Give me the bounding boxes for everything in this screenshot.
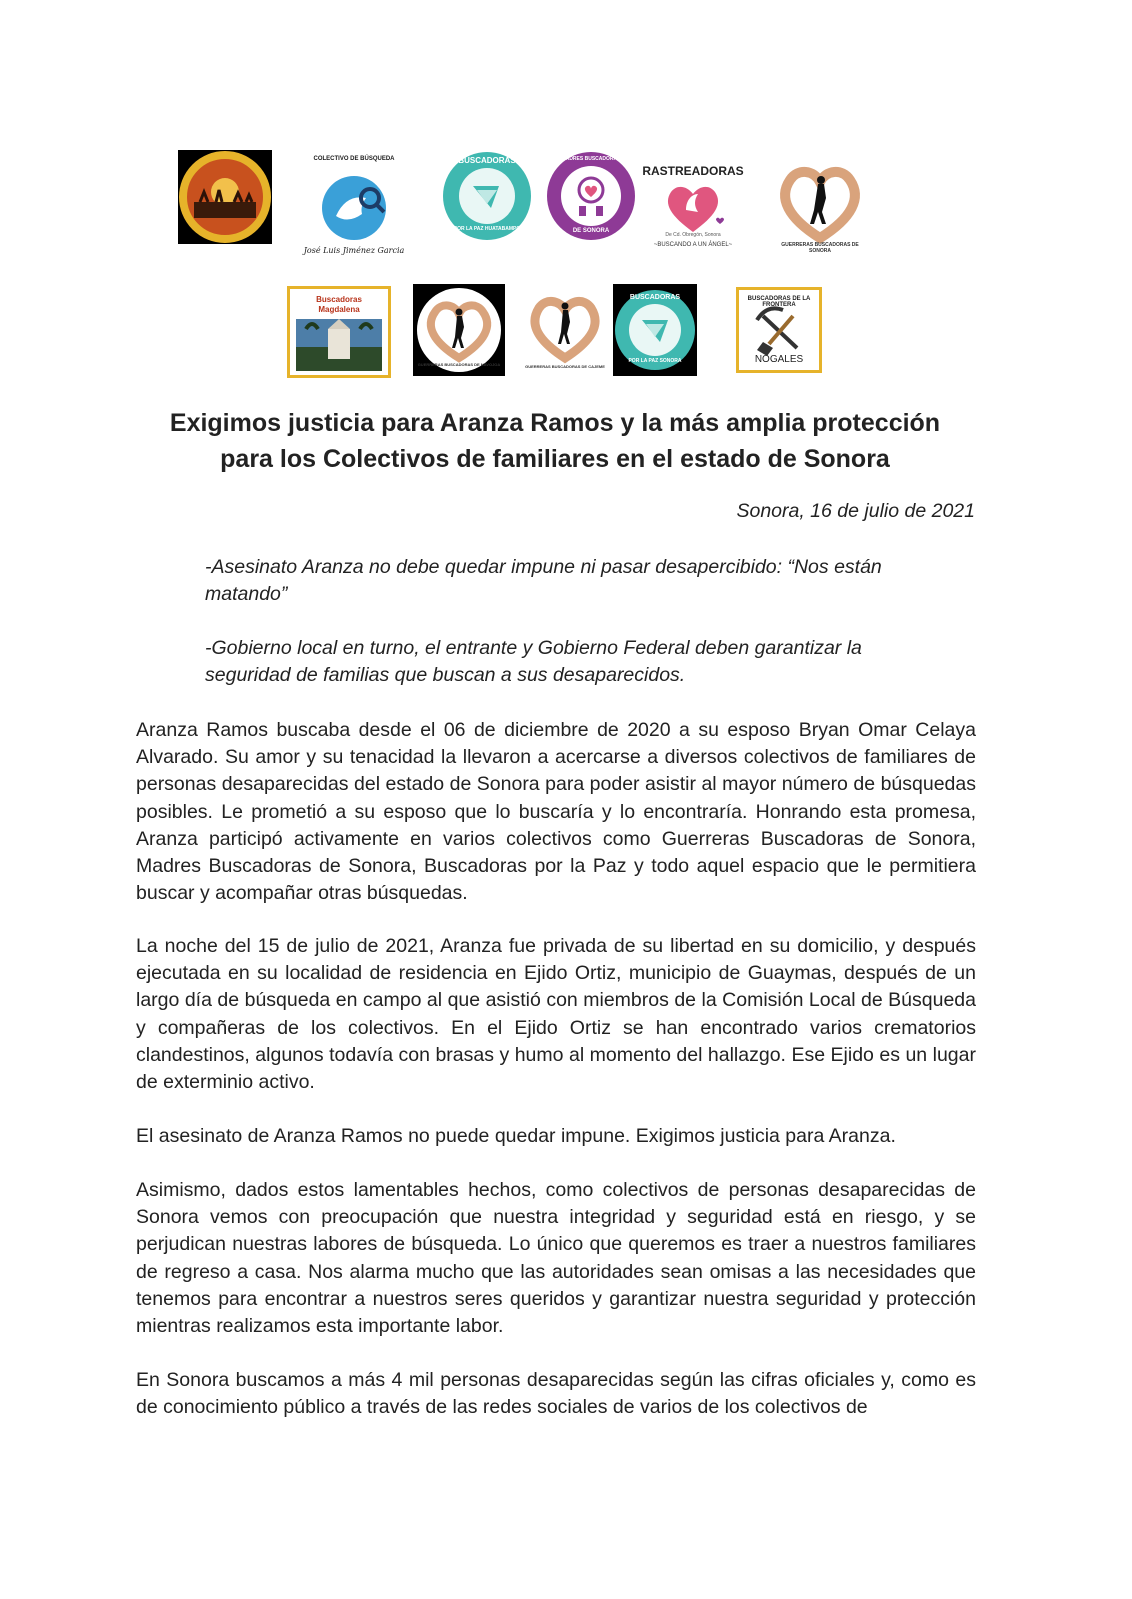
magdalena-title-text: Buscadoras Magdalena <box>316 295 362 314</box>
madres-buscadoras-logo <box>545 150 637 242</box>
rastreadoras-bottom-text: ~BUSCANDO A UN ÁNGEL~ <box>653 242 733 248</box>
rastreadoras-logo <box>640 150 746 258</box>
buscadoras-frontera-logo <box>736 287 822 373</box>
body-paragraph: En Sonora buscamos a más 4 mil personas desaparecidas según las cifras oficiales y, como es de conocimiento público a través de las redes sociales de varios de los colectivos de <box>136 1369 976 1419</box>
body-paragraph: La noche del 15 de julio de 2021, Aranza fue privada de su libertad en su domicilio, y después ejecutada en su localidad de residencia en Ejido Ortiz, municipio de Guaymas, después de un largo día de búsqueda en campo al que asistió con miembros de la Comisión Local de Búsqueda y compañeras de los colectivos. En el Ejido Ortiz se han encontrado varios crematorios clandestinos, algunos todavía con brasas y humo al momento del hallazgo. Ese Ejido es un lugar de exterminio activo. <box>136 935 976 1094</box>
frontera-bottom-text: NOGALES <box>754 354 804 365</box>
colectivo-busqueda-logo <box>298 150 410 262</box>
colectivo-busqueda-top-text: COLECTIVO DE BÚSQUEDA <box>313 156 395 162</box>
huatabampo-top-text: BUSCADORAS <box>458 156 516 165</box>
title-line-2: para los Colectivos de familiares en el estado de Sonora <box>220 445 890 473</box>
buscadoras-magdalena-logo <box>287 286 391 378</box>
rastreadoras-top-text: RASTREADORAS <box>642 164 744 178</box>
guerreras-cajeme-logo <box>518 280 612 376</box>
title-line-1: Exigimos justicia para Aranza Ramos y la más amplia protección <box>169 409 941 437</box>
body-paragraph: Asimismo, dados estos lamentables hechos, como colectivos de personas desaparecidas de Sonora vemos con preocupación que nuestra integridad y seguridad está en riesgo, y se perjudican nuestras labores de búsqueda. Lo único que queremos es traer a nuestros familiares de regreso a casa. Nos alarma mucho que las autoridades sean omisas a las necesidades que tenemos para encontrar a nuestros seres queridos y garantizar nuestra seguridad y protección mientras realizamos esta importante labor. <box>136 1179 976 1338</box>
guerreras-sonora-logo <box>770 150 870 258</box>
frontera-top-text: BUSCADORAS DE LA FRONTERA <box>747 296 811 308</box>
bullet-item: -Asesinato Aranza no debe quedar impune ni pasar desapercibido: “Nos están matando” <box>205 556 882 605</box>
bullet-item: -Gobierno local en turno, el entrante y Gobierno Federal deben garantizar la seguridad de familias que buscan a sus desaparecidos. <box>205 637 862 686</box>
buscadoras-paz-top-text: BUSCADORAS <box>629 294 681 301</box>
body-paragraph: Aranza Ramos buscaba desde el 06 de diciembre de 2020 a su esposo Bryan Omar Celaya Alvarado. Su amor y su tenacidad la llevaron a acercarse a diversos colectivos de familiares de personas desaparecidas del estado de Sonora para poder asistir al mayor número de búsquedas posibles. Le prometió a su esposo que lo buscaría y lo encontraría. Honrando esta promesa, Aranza participó activamente en varios colectivos como Guerreras Buscadoras de Sonora, Madres Buscadoras de Sonora, Buscadoras por la Paz y todo aquel espacio que le permitiera buscar y acompañar otras búsquedas. <box>136 719 976 905</box>
dateline: Sonora, 16 de julio de 2021 <box>736 500 975 522</box>
buscadoras-paz-huatabampo-logo <box>441 150 533 242</box>
body-paragraph: El asesinato de Aranza Ramos no puede quedar impune. Exigimos justicia para Aranza. <box>136 1125 896 1147</box>
document-title <box>135 405 975 477</box>
colectivo-busqueda-bottom-text: José Luis Jiménez Garcia <box>303 246 405 255</box>
guerreras-navojoa-logo <box>413 284 505 376</box>
buscadoras-paz-logo <box>613 284 697 376</box>
familias-unidas-logo <box>178 150 272 244</box>
madres-buscadoras-top-text: MADRES BUSCADORAS <box>561 156 621 162</box>
guerreras-navojoa-bottom-text: GUERRERAS BUSCADORAS DE NAVOJOA <box>417 362 501 367</box>
huatabampo-bottom-text: POR LA PAZ HUATABAMPO <box>453 226 521 232</box>
rastreadoras-sub-text: De Cd. Obregón, Sonora <box>665 232 721 238</box>
guerreras-sonora-bottom-text: GUERRERAS BUSCADORAS DE SONORA <box>781 242 859 254</box>
buscadoras-paz-bottom-text: POR LA PAZ SONORA <box>628 358 682 364</box>
madres-buscadoras-bottom-text: DE SONORA <box>572 228 610 234</box>
guerreras-cajeme-bottom-text: GUERRERAS BUSCADORAS DE CAJEME <box>525 364 605 369</box>
